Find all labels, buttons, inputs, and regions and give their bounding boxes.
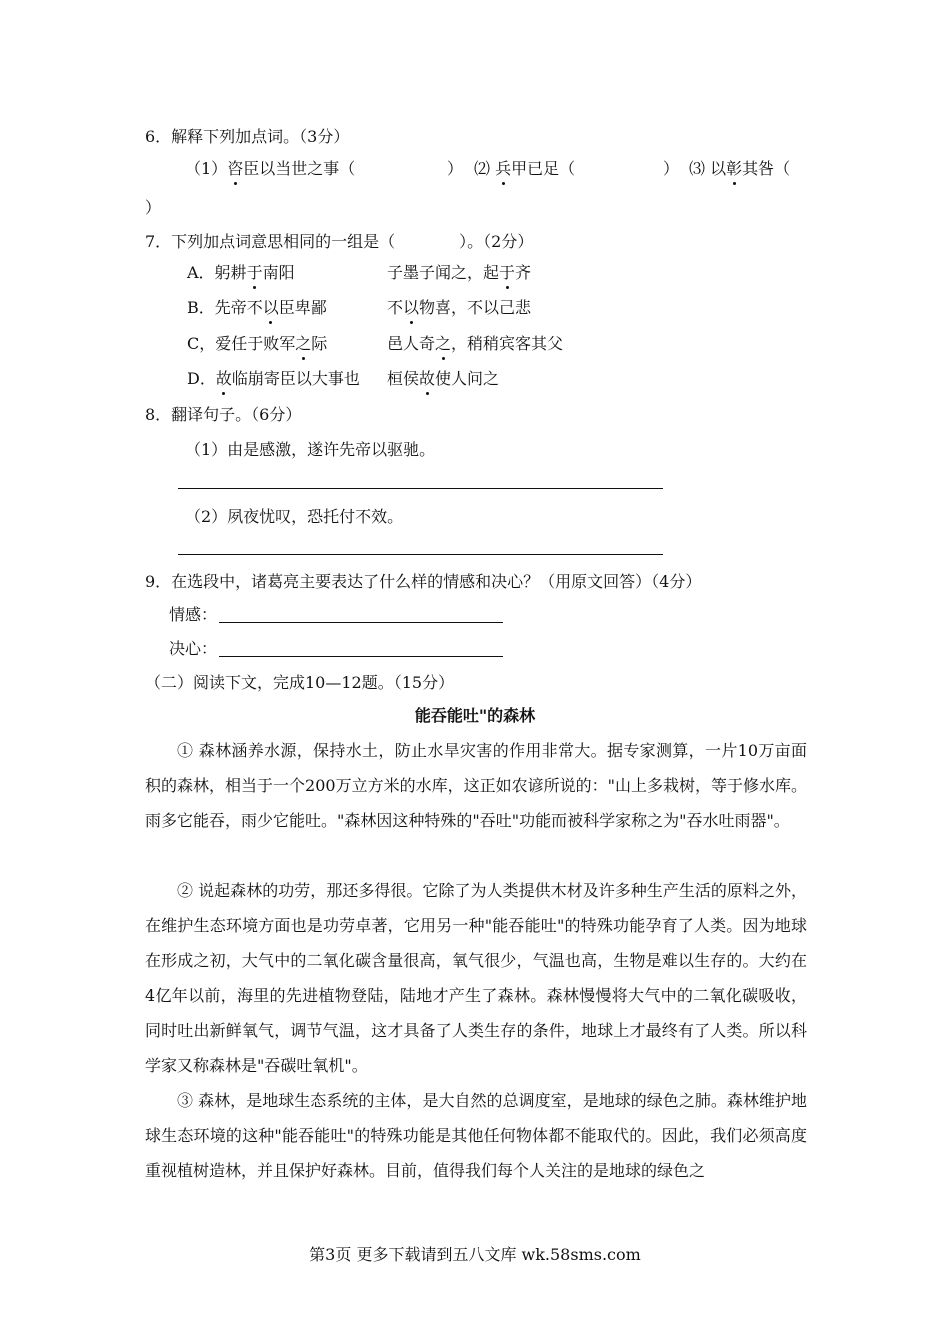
q7-c-l1: C，爱任于败军 — [187, 334, 296, 353]
q7-d-r2: 使人问之 — [435, 369, 500, 388]
q7-a-r1: 子墨子闻之，起 — [387, 263, 500, 282]
q7-option-b-left — [187, 298, 327, 318]
q8-answer-line-1[interactable] — [178, 488, 663, 489]
q6-item-3-text: 其咎（ — [742, 159, 791, 178]
q7-option-a-left — [187, 263, 295, 283]
q6-item-2-text: 甲已足（ — [511, 159, 576, 178]
article-paragraph-1: ① 森林涵养水源，保持水土，防止水旱灾害的作用非常大。据专家测算，一片10万亩面积的森林，相当于一个200万立方米的水库，这正如农谚所说的："山上多栽树，等于修水库。雨多它能吞，雨少它能吐。"森林因这种特殊的"吞吐"功能而被科学家称之为"吞水吐雨器"。 — [145, 741, 807, 830]
q7-c-ld: 之 — [295, 334, 312, 353]
q7-c-r2: ，稍稍宾客其父 — [451, 334, 564, 353]
section-2-heading: （二）阅读下文，完成10—12题。（15分） — [145, 673, 455, 692]
q7-c-rd: 之 — [435, 334, 452, 353]
article-paragraph-3: ③ 森林，是地球生态系统的主体，是大自然的总调度室，是地球的绿色之肺。森林维护地球生态环境的这种"能吞能吐"的特殊功能是其他任何物体都不能取代的。因此，我们必须高度重视植树造林，并且保护好森林。目前，值得我们每个人关注的是地球的绿色之 — [145, 1091, 807, 1180]
q8-sentence-2: （2）夙夜忧叹，恐托付不效。 — [185, 507, 404, 526]
q7-a-l1: A．躬耕 — [187, 263, 247, 282]
q6-item-1 — [185, 159, 355, 179]
q7-d-l1: D． — [187, 369, 216, 388]
q7-b-r1: 不 — [387, 298, 404, 317]
q7-b-l2: 臣卑鄙 — [278, 298, 327, 317]
q9-stem: 9．在选段中，诸葛亮主要表达了什么样的情感和决心？（用原文回答）（4分） — [145, 572, 702, 591]
article-title: 能吞能吐"的森林 — [414, 706, 536, 725]
q9-emotion-answer-line[interactable] — [219, 622, 503, 623]
q7-d-ld: 故 — [215, 369, 232, 388]
q7-option-a-right — [387, 263, 531, 283]
q6-item-2 — [474, 159, 575, 179]
q7-option-b-right — [387, 298, 531, 318]
q6-item-1-close: ） — [447, 159, 464, 178]
q8-stem: 8．翻译句子。（6分） — [145, 405, 302, 424]
q7-c-l2: 际 — [311, 334, 328, 353]
q6-item-1-dotted: 咨 — [227, 159, 244, 178]
q6-item-2-close: ） — [663, 159, 680, 178]
q6-item-3-prefix: ⑶ 以 — [689, 159, 727, 178]
q7-c-r1: 邑人奇 — [387, 334, 436, 353]
q6-item-2-dotted: 兵 — [495, 159, 512, 178]
q7-option-d-left — [187, 369, 360, 389]
q7-option-c-left — [187, 334, 327, 354]
q6-item-3 — [689, 159, 790, 179]
q7-option-c-right — [387, 334, 563, 354]
q7-b-rd: 以 — [403, 298, 420, 317]
q7-a-r2: 齐 — [515, 263, 532, 282]
q7-b-ld: 以 — [262, 298, 279, 317]
q7-a-rd: 于 — [499, 263, 516, 282]
q6-wrap-paren: ） — [145, 198, 162, 217]
q8-sentence-1: （1）由是感激，遂许先帝以驱驰。 — [185, 440, 436, 459]
q6-item-2-prefix: ⑵ — [474, 159, 496, 178]
q7-b-r2: 物喜，不以己悲 — [419, 298, 532, 317]
q7-d-l2: 临崩寄臣以大事也 — [231, 369, 360, 388]
q8-answer-line-2[interactable] — [178, 554, 663, 555]
page-footer: 第3页 更多下载请到五八文库 wk.58sms.com — [309, 1245, 641, 1264]
q6-item-3-dotted: 彰 — [726, 159, 743, 178]
q9-emotion-label: 情感： — [169, 605, 218, 624]
q6-item-1-text: 臣以当世之事（ — [243, 159, 356, 178]
q7-stem: 7．下列加点词意思相同的一组是（ ）。（2分） — [145, 232, 534, 251]
q7-a-ld: 于 — [246, 263, 263, 282]
q9-resolve-answer-line[interactable] — [219, 656, 503, 657]
q6-item-1-prefix: （1） — [185, 159, 228, 178]
article-paragraph-2: ② 说起森林的功劳，那还多得很。它除了为人类提供木材及许多种生产生活的原料之外，在维护生态环境方面也是功劳卓著，它用另一种"能吞能吐"的特殊功能孕育了人类。因为地球在形成之初，大气中的二氧化碳含量很高，氧气很少，气温也高，生物是难以生存的。大约在4亿年以前，海里的先进植物登陆，陆地才产生了森林。森林慢慢将大气中的二氧化碳吸收，同时吐出新鲜氧气，调节气温，这才具备了人类生存的条件，地球上才最终有了人类。所以科学家又称森林是"吞碳吐氧机"。 — [145, 881, 807, 1075]
q7-b-l1: B．先帝不 — [187, 298, 263, 317]
q6-stem: 6．解释下列加点词。（3分） — [145, 127, 350, 146]
q7-d-rd: 故 — [419, 369, 436, 388]
q9-resolve-label: 决心： — [169, 639, 218, 658]
q7-d-r1: 桓侯 — [387, 369, 420, 388]
q7-option-d-right — [387, 369, 499, 389]
q7-a-l2: 南阳 — [262, 263, 295, 282]
